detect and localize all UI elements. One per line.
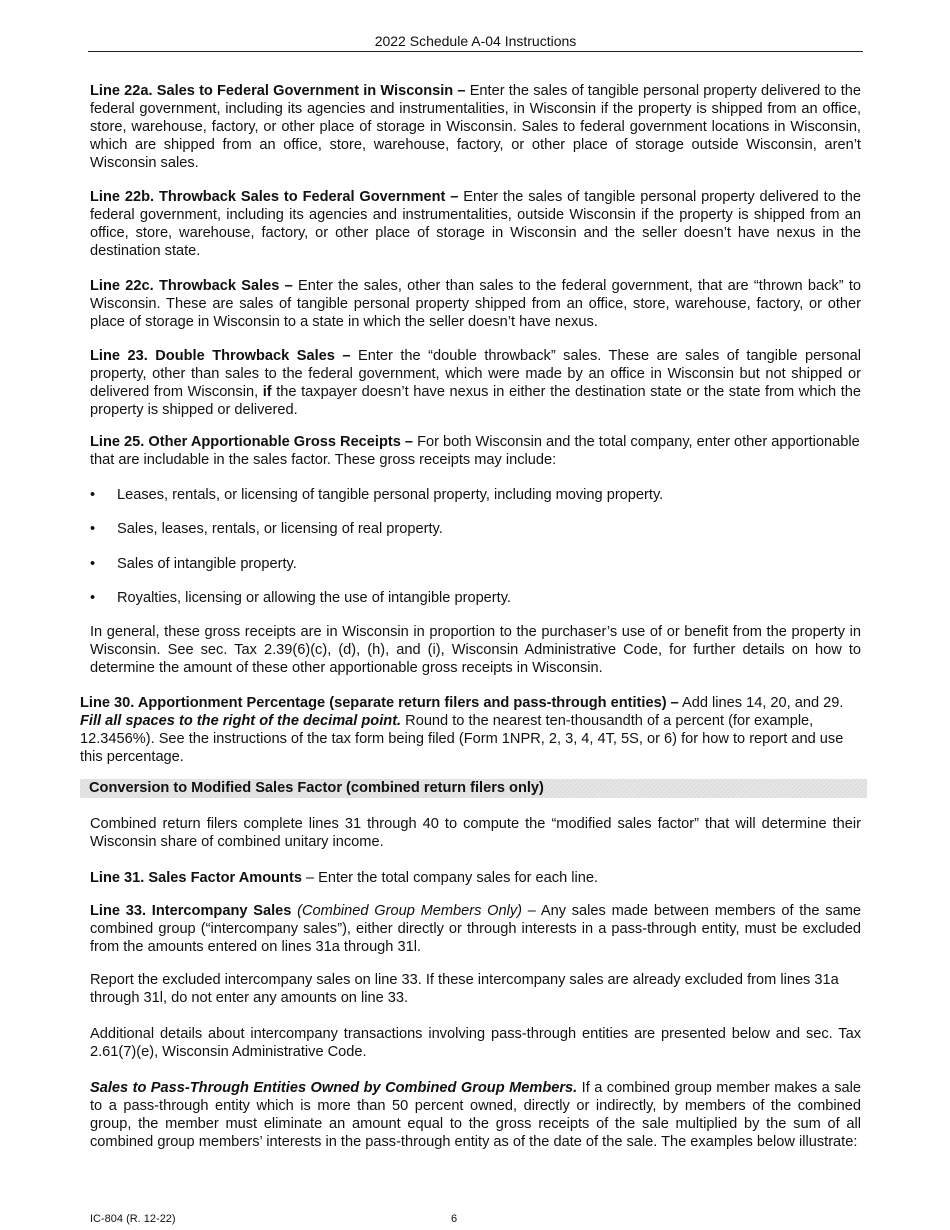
line-22c-text: Enter the sales, other than sales to the federal government, that are “thrown back” to Wisconsin. These are sales of tangible personal property shipped from an office, store, warehouse, factory, or other place of storage in Wisconsin to a state in which the seller doesn’t have nexus.	[90, 278, 861, 330]
line-22b-label: Line 22b. Throwback Sales to Federal Government –	[90, 189, 459, 205]
line-23-text-continued: the taxpayer doesn’t have nexus in either the destination state or the state from which the property is shipped or delivered.	[90, 384, 861, 418]
line-25-label: Line 25. Other Apportionable Gross Receipts –	[90, 434, 414, 450]
line-22a-label: Line 22a. Sales to Federal Government in Wisconsin –	[90, 83, 466, 99]
line-22c-paragraph	[90, 277, 861, 331]
line-25-paragraph	[90, 433, 861, 469]
pte-sales-text: If a combined group member makes a sale to a pass-through entity which is more than 50 percent owned, directly or indirectly, by members of the combined group, the member must eliminate an amount equal to the gross receipts of the sale multiplied by the sum of all combined group members’ interests in the pass-through entity as of the date of the sale. The examples below illustrate:	[90, 1080, 861, 1150]
line-33-text: – Any sales made between members of the same combined group (“intercompany sales”), either directly or through interests in a pass-through entity, must be excluded from the amounts entered on lines 31a through 31l.	[90, 903, 861, 955]
line-22a-text: Enter the sales of tangible personal property delivered to the federal government, including its agencies and instrumentalities, in Wisconsin if the property is shipped from an office, store, warehouse, factory, or other place of storage in Wisconsin. Sales to federal government locations in Wisconsin, which are shipped from an office, store, warehouse, factory, or other place of storage outside Wisconsin, aren’t Wisconsin sales.	[90, 83, 861, 171]
line-31-paragraph	[90, 869, 861, 887]
bullet-text: Royalties, licensing or allowing the use of intangible property.	[117, 590, 511, 606]
section-heading-bar	[80, 779, 867, 798]
line-33-label: Line 33. Intercompany Sales	[90, 903, 292, 919]
section-heading: Conversion to Modified Sales Factor (combined return filers only)	[89, 780, 544, 796]
line-23-label: Line 23. Double Throwback Sales –	[90, 348, 351, 364]
line-33-paragraph	[90, 902, 861, 956]
line-31-text: – Enter the total company sales for each line.	[301, 870, 599, 886]
line-23-paragraph	[90, 347, 861, 419]
line-22b-paragraph	[90, 188, 861, 260]
bullet-symbol: •	[90, 590, 96, 606]
line-30-text-continued: Round to the nearest ten-thousandth of a percent (for example, 12.3456%). See the instructions of the tax form being filed (Form 1NPR, 2, 3, 4, 4T, 5S, or 6) for how to report and use this percentage.	[80, 713, 844, 765]
bullet-symbol: •	[90, 487, 96, 503]
bullet-symbol: •	[90, 521, 96, 537]
bullet-text: Leases, rentals, or licensing of tangible personal property, including moving property.	[117, 487, 664, 503]
line-30-emphasis: Fill all spaces to the right of the decimal point.	[80, 713, 402, 729]
combined-intro-paragraph: Combined return filers complete lines 31 through 40 to compute the “modified sales factor” that will determine their Wisconsin share of combined unitary income.	[90, 816, 861, 850]
line-30-label: Line 30. Apportionment Percentage (separate return filers and pass-through entities) –	[80, 695, 679, 711]
line-33-qualifier: (Combined Group Members Only)	[291, 903, 523, 919]
header-rule	[88, 51, 863, 52]
page-number: 6	[450, 1213, 458, 1225]
running-header: 2022 Schedule A-04 Instructions	[374, 33, 577, 49]
additional-details-paragraph: Additional details about intercompany transactions involving pass-through entities are presented below and sec. Tax 2.61(7)(e), Wisconsin Administrative Code.	[90, 1026, 861, 1060]
line-23-text: Enter the “double throwback” sales. These are sales of tangible personal property, other than sales to the federal government, which were made by an office in Wisconsin but not shipped or delivered from Wisconsin,	[90, 348, 861, 400]
bullet-text: Sales of intangible property.	[117, 556, 297, 572]
line-30-text: Add lines 14, 20, and 29.	[678, 695, 844, 711]
line-22a-paragraph	[90, 82, 861, 172]
line-25-closing-paragraph: In general, these gross receipts are in Wisconsin in proportion to the purchaser’s use of or benefit from the property in Wisconsin. See sec. Tax 2.39(6)(c), (d), (h), and (i), Wisconsin Administrative Code, for further details on how to determine the amount of these other apportionable gross receipts in Wisconsin.	[90, 624, 861, 676]
line-25-text: For both Wisconsin and the total company, enter other apportionable that are includable in the sales factor. These gross receipts may include:	[90, 434, 860, 468]
bullet-text: Sales, leases, rentals, or licensing of real property.	[117, 521, 443, 537]
line-33-report-paragraph: Report the excluded intercompany sales on line 33. If these intercompany sales are already excluded from lines 31a through 31l, do not enter any amounts on line 33.	[90, 972, 839, 1006]
bullet-symbol: •	[90, 556, 96, 572]
line-22b-text: Enter the sales of tangible personal property delivered to the federal government, including its agencies and instrumentalities, outside Wisconsin if the property is shipped from an office, store, warehouse, factory, or other place of storage in Wisconsin and the seller doesn’t have nexus in the destination state.	[90, 189, 861, 259]
line-31-label: Line 31. Sales Factor Amounts	[90, 870, 302, 886]
pte-sales-label: Sales to Pass-Through Entities Owned by Combined Group Members.	[90, 1080, 578, 1096]
line-30-paragraph	[80, 694, 867, 766]
form-identifier: IC-804 (R. 12-22)	[90, 1213, 176, 1225]
line-23-emphasis: if	[262, 384, 272, 400]
line-22c-label: Line 22c. Throwback Sales –	[90, 278, 293, 294]
pte-sales-paragraph	[90, 1079, 861, 1151]
